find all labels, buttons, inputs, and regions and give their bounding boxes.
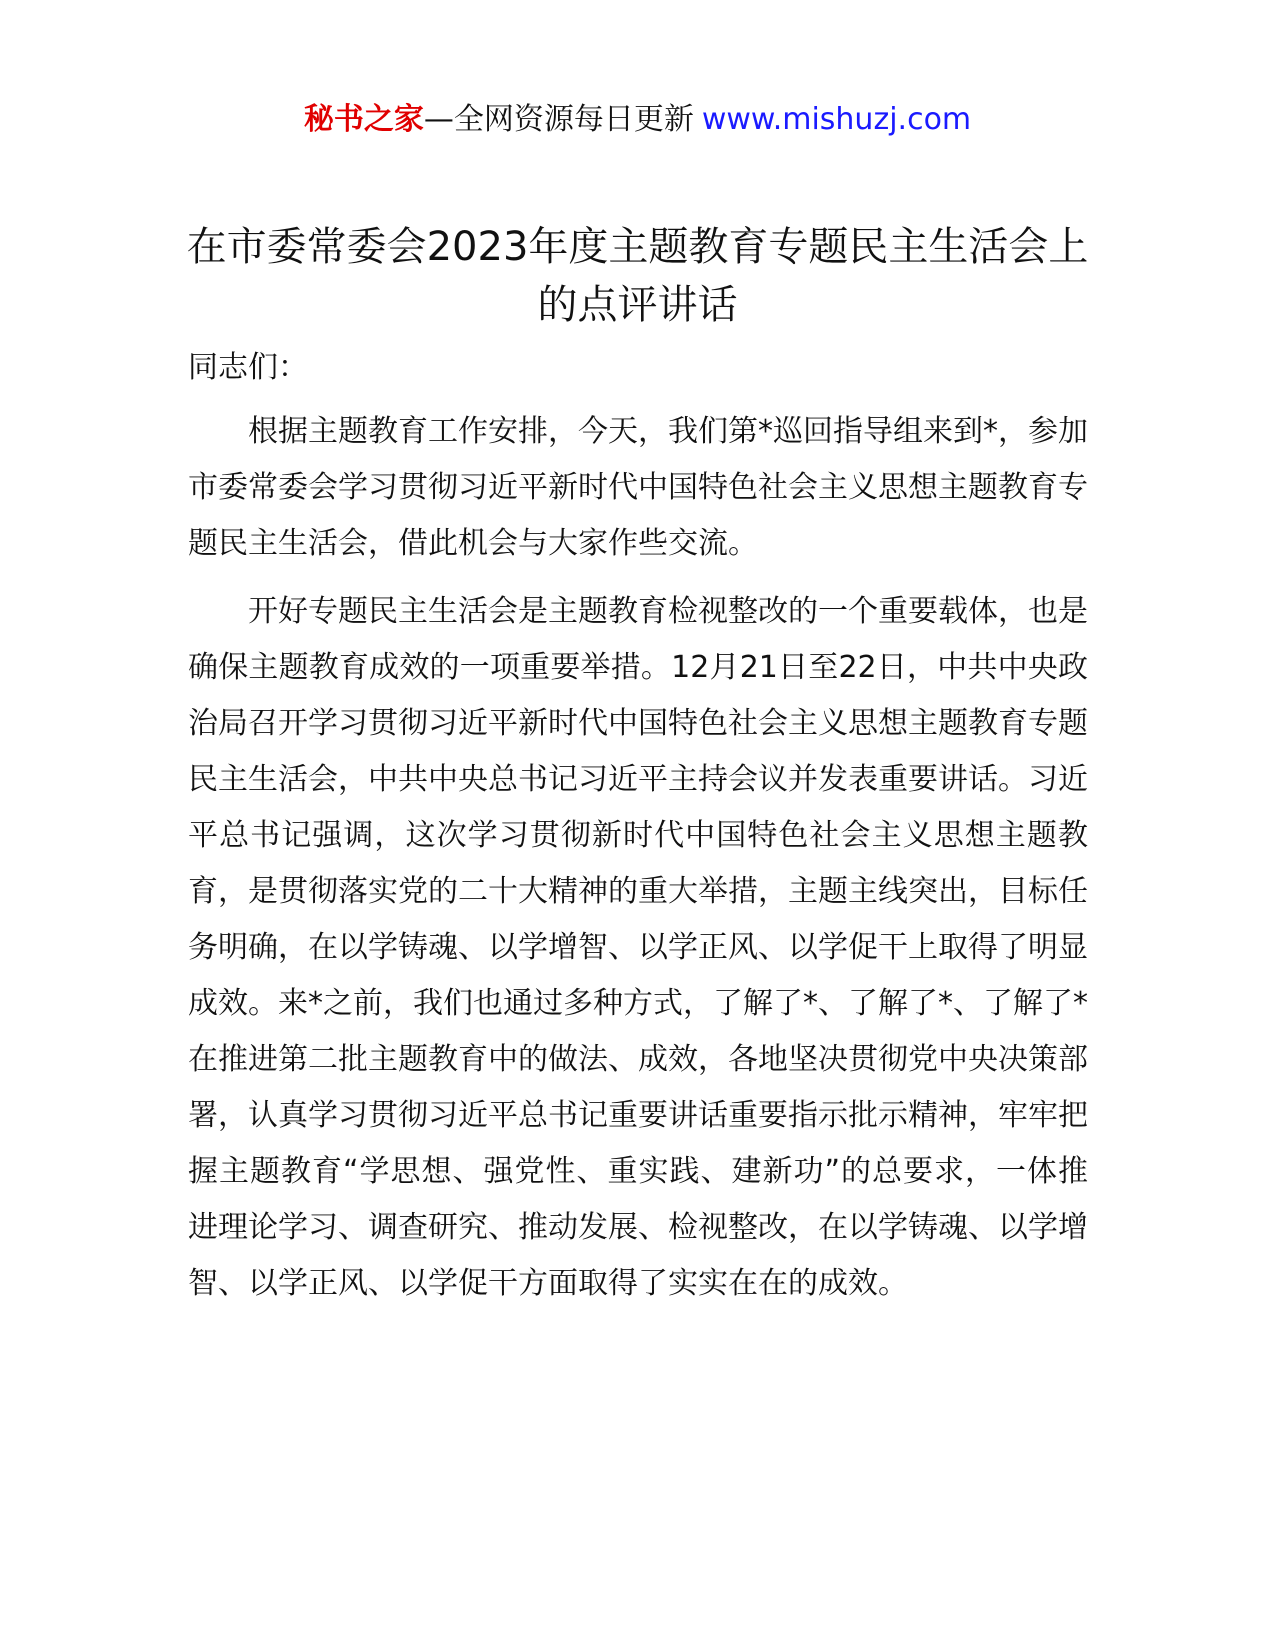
salutation: 同志们： — [188, 350, 308, 385]
brand-name: 秘书之家 — [303, 102, 424, 137]
document-title: 在市委常委会2023年度主题教育专题民主生活会上的点评讲话 — [186, 224, 1089, 328]
site-url-link[interactable]: www.mishuzj.com — [701, 102, 972, 137]
paragraph-1: 根据主题教育工作安排，今天，我们第*巡回指导组来到*，参加市委常委会学习贯彻习近平新时代中国特色社会主义思想主题教育专题民主生活会，借此机会与大家作些交流。 — [188, 414, 1088, 561]
document-body — [188, 340, 1088, 1324]
paragraph-2: 开好专题民主生活会是主题教育检视整改的一个重要载体，也是确保主题教育成效的一项重要举措。12月21日至22日，中共中央政治局召开学习贯彻习近平新时代中国特色社会主义思想主题教育专题民主生活会，中共中央总书记习近平主持会议并发表重要讲话。习近平总书记强调，这次学习贯彻新时代中国特色社会主义思想主题教育，是贯彻落实党的二十大精神的重大举措，主题主线突出，目标任务明确，在以学铸魂、以学增智、以学正风、以学促干上取得了明显成效。来*之前，我们也通过多种方式，了解了*、了解了*、了解了*在推进第二批主题教育中的做法、成效，各地坚决贯彻党中央决策部署，认真学习贯彻习近平总书记重要讲话重要指示批示精神，牢牢把握主题教育“学思想、强党性、重实践、建新功”的总要求，一体推进理论学习、调查研究、推动发展、检视整改，在以学铸魂、以学增智、以学正风、以学促干方面取得了实实在在的成效。 — [188, 594, 1088, 1301]
site-header — [0, 100, 1275, 140]
header-tagline: —全网资源每日更新 — [423, 102, 694, 137]
